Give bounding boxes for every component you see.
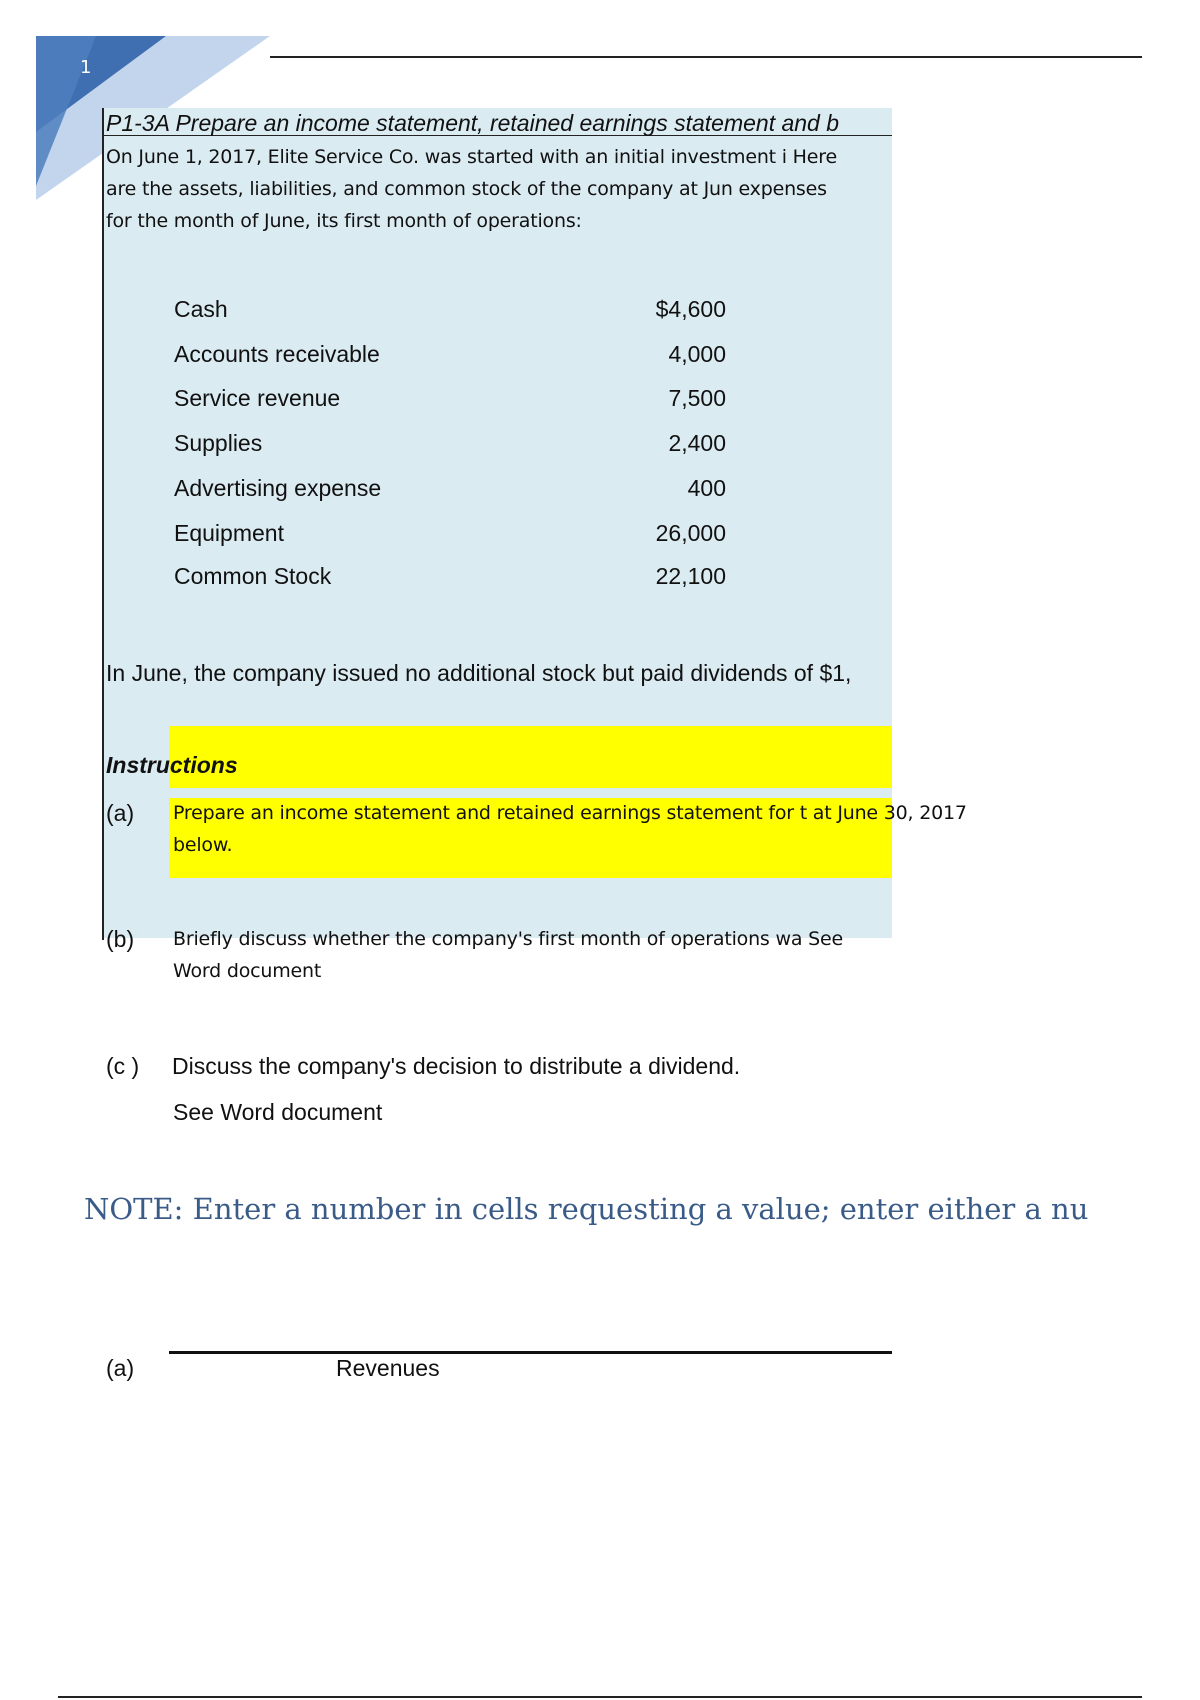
instruction-b-line-2: Word document: [173, 960, 322, 982]
account-value: 400: [687, 475, 726, 501]
dividend-note: In June, the company issued no additional stock but paid dividends of $1,: [106, 660, 852, 686]
account-label: Supplies: [174, 430, 263, 456]
account-label: Advertising expense: [174, 475, 382, 501]
answer-a-marker: (a): [106, 1355, 135, 1381]
instruction-c-line-1: Discuss the company's decision to distribute a dividend.: [172, 1053, 741, 1079]
account-label: Service revenue: [174, 385, 341, 411]
account-value: 4,000: [668, 341, 726, 367]
instruction-c-line-2: See Word document: [173, 1099, 383, 1125]
problem-title: P1-3A Prepare an income statement, retained earnings statement and b: [106, 110, 840, 136]
header-rule: [270, 56, 1142, 58]
instruction-c-marker: (c ): [106, 1053, 140, 1079]
instructions-heading: Instructions: [106, 752, 238, 778]
instruction-a-marker: (a): [106, 800, 135, 826]
instruction-a-line-1: Prepare an income statement and retained earnings statement for t at June 30, 2017: [173, 802, 967, 824]
account-label: Common Stock: [174, 563, 332, 589]
account-label: Accounts receivable: [174, 341, 380, 367]
account-value: $4,600: [655, 296, 726, 322]
instruction-a-line-2: below.: [173, 834, 233, 856]
panel-left-border: [102, 108, 104, 940]
page-number: 1: [80, 57, 92, 78]
account-value: 26,000: [655, 520, 726, 546]
instruction-b-line-1: Briefly discuss whether the company's first month of operations wa See: [173, 928, 843, 950]
intro-line-1: On June 1, 2017, Elite Service Co. was started with an initial investment i Here: [106, 146, 837, 168]
statement-header-rule: [169, 1351, 892, 1354]
instruction-b-marker: (b): [106, 926, 135, 952]
intro-line-3: for the month of June, its first month of operations:: [106, 210, 582, 232]
account-value: 7,500: [668, 385, 726, 411]
account-value: 2,400: [668, 430, 726, 456]
footer-rule: [58, 1696, 1142, 1698]
highlight-instructions: [169, 726, 892, 788]
revenues-label: Revenues: [336, 1355, 440, 1381]
intro-line-2: are the assets, liabilities, and common stock of the company at Jun expenses: [106, 178, 827, 200]
account-label: Cash: [174, 296, 228, 322]
entry-note: NOTE: Enter a number in cells requesting a value; enter either a nu: [84, 1192, 1089, 1226]
account-label: Equipment: [174, 520, 284, 546]
account-value: 22,100: [655, 563, 726, 589]
